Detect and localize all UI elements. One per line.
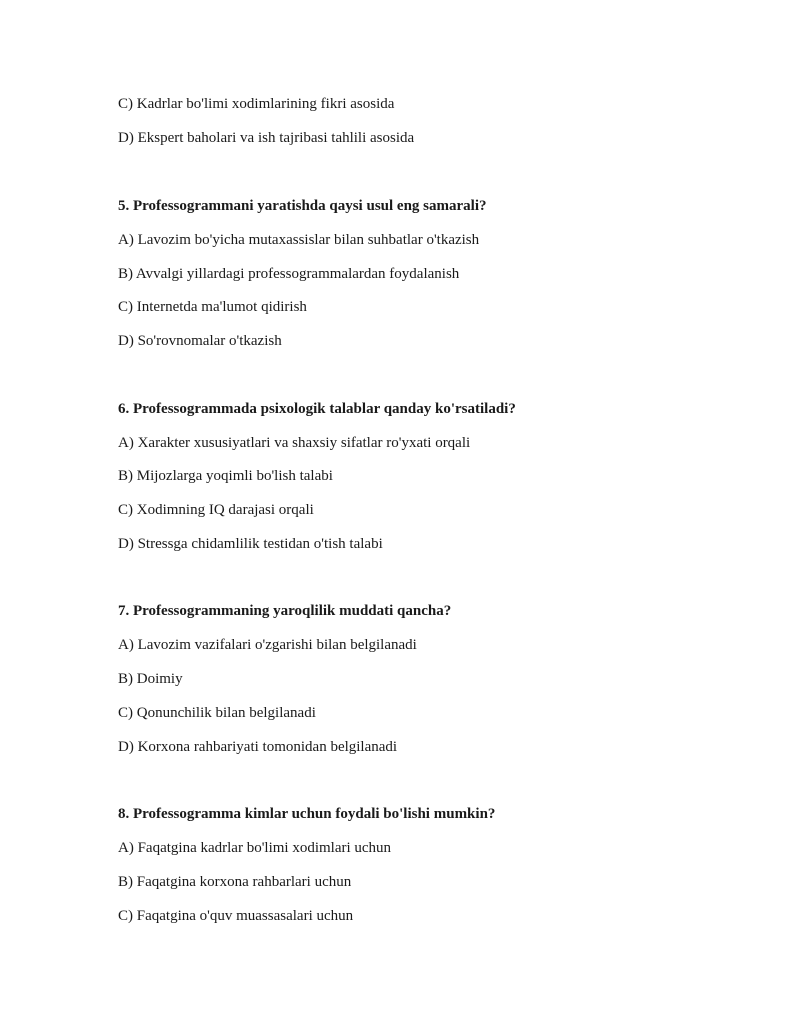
question-7-option-c: C) Qonunchilik bilan belgilanadi bbox=[118, 705, 316, 721]
question-5-option-a: A) Lavozim bo'yicha mutaxassislar bilan suhbatlar o'tkazish bbox=[118, 232, 480, 248]
question-5-option-c: C) Internetda ma'lumot qidirish bbox=[118, 299, 307, 315]
question-7-option-a: A) Lavozim vazifalari o'zgarishi bilan belgilanadi bbox=[118, 637, 417, 653]
question-5: 5. Professogrammani yaratishda qaysi usul eng samarali? bbox=[118, 198, 487, 214]
question-6-option-c: C) Xodimning IQ darajasi orqali bbox=[118, 502, 314, 518]
question-6-option-b: B) Mijozlarga yoqimli bo'lish talabi bbox=[118, 468, 333, 484]
question-7: 7. Professogrammaning yaroqlilik muddati qancha? bbox=[118, 603, 452, 619]
question-6-option-d: D) Stressga chidamlilik testidan o'tish talabi bbox=[118, 536, 383, 552]
question-6: 6. Professogrammada psixologik talablar qanday ko'rsatiladi? bbox=[118, 401, 516, 417]
question-5-option-d: D) So'rovnomalar o'tkazish bbox=[118, 333, 282, 349]
question-8-option-a: A) Faqatgina kadrlar bo'limi xodimlari uchun bbox=[118, 840, 392, 856]
question-7-option-d: D) Korxona rahbariyati tomonidan belgilanadi bbox=[118, 739, 398, 755]
option-c-prev: C) Kadrlar bo'limi xodimlarining fikri asosida bbox=[118, 96, 395, 112]
question-8-option-c: C) Faqatgina o'quv muassasalari uchun bbox=[118, 908, 354, 924]
question-7-option-b: B) Doimiy bbox=[118, 671, 183, 687]
question-6-option-a: A) Xarakter xususiyatlari va shaxsiy sifatlar ro'yxati orqali bbox=[118, 435, 471, 451]
question-8-option-b: B) Faqatgina korxona rahbarlari uchun bbox=[118, 874, 352, 890]
question-5-option-b: B) Avvalgi yillardagi professogrammalardan foydalanish bbox=[118, 266, 460, 282]
question-8: 8. Professogramma kimlar uchun foydali bo'lishi mumkin? bbox=[118, 806, 496, 822]
option-d-prev: D) Ekspert baholari va ish tajribasi tahlili asosida bbox=[118, 130, 415, 146]
